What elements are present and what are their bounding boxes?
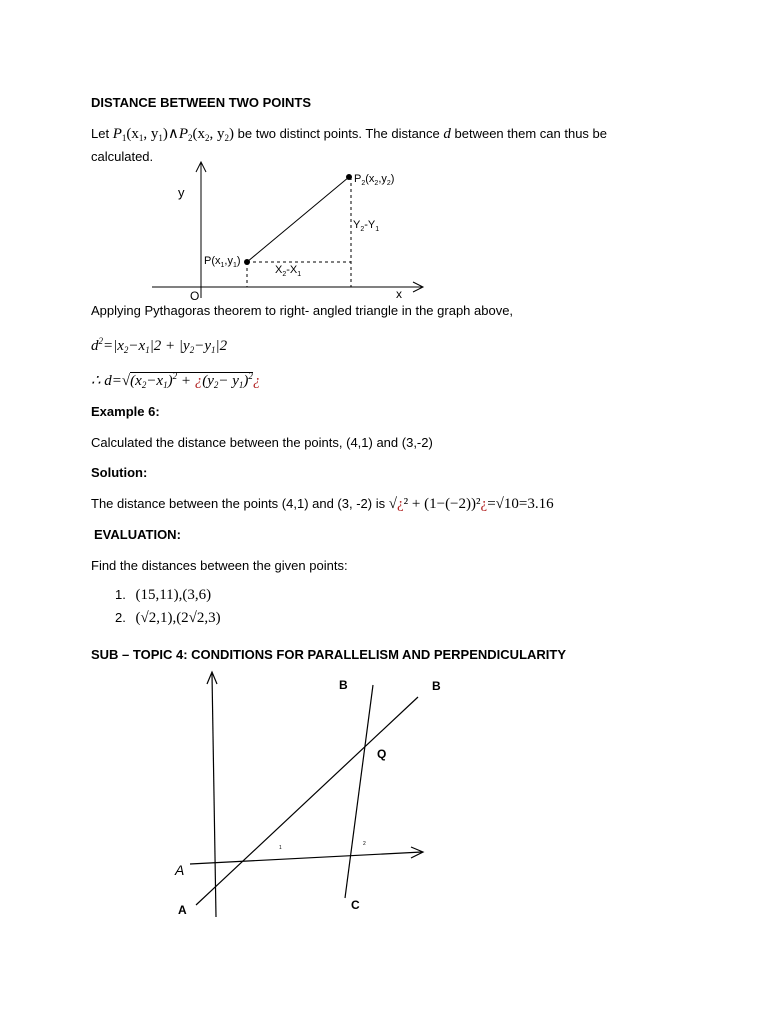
line-bc	[345, 685, 373, 898]
formula-d-squared: $d^2=|x_2-x_1|2 + |y_2-y_1|2$	[91, 336, 228, 355]
line-a-arrow	[411, 847, 423, 858]
formula-distance: ∴ $d=√(x_2-x_1)^2$ + ¿($y_2-$ $y_1)^2¿$	[91, 371, 261, 390]
pythagoras-text: Applying Pythagoras theorem to right- angled triangle in the graph above,	[91, 303, 514, 318]
distance-graph-axes	[152, 162, 423, 298]
example-question: Calculated the distance between the points, (4,1) and (3,-2)	[91, 435, 433, 450]
x-axis-arrow	[413, 282, 423, 292]
point-p1-dot	[244, 259, 250, 265]
intro-let: Let	[91, 126, 110, 141]
y-axis-label: y	[178, 185, 185, 200]
intro-rest-2: between them can thus be	[454, 126, 608, 141]
point-p1: $P_1(x_1$, $y_1$)	[112, 126, 168, 143]
x-axis-label: x	[396, 287, 402, 301]
dx-label: $X_2-X_1$	[275, 264, 302, 278]
subtopic-heading: SUB – TOPIC 4: CONDITIONS FOR PARALLELISM AND PERPENDICULARITY	[91, 647, 567, 662]
vertical-axis	[212, 674, 216, 917]
solution-title: Solution:	[91, 465, 148, 480]
label-q: Q	[377, 747, 387, 761]
point-p2-label: $P_2(x_2,y_2)$	[354, 173, 395, 187]
line-a-horizontal	[190, 852, 422, 864]
distance-symbol: d	[443, 126, 451, 142]
angle-2-label: 2	[363, 841, 366, 847]
evaluation-prompt: Find the distances between the given points:	[91, 558, 348, 573]
solution-expression: √¿² + (1−(−2))²¿=√10=3.16	[388, 496, 554, 512]
intro-rest: be two distinct points. The distance	[237, 126, 440, 141]
vertical-axis-arrow	[207, 672, 217, 684]
label-c: C	[351, 898, 360, 912]
point-p1-label: $P(x_1,y_1)$	[204, 255, 241, 269]
angle-1-label: 1	[279, 845, 282, 851]
hypotenuse	[247, 177, 349, 262]
example-title: Example 6:	[91, 404, 160, 419]
origin-label: O	[190, 289, 200, 303]
label-a-bold: A	[178, 903, 187, 917]
exercise-item: 2. (√2,1),(2√2,3)	[115, 610, 221, 626]
point-p2: $P_2(x_2$, $y_2$)	[178, 126, 235, 143]
exercise-item: 1. (15,11),(3,6)	[115, 587, 212, 603]
evaluation-title: EVALUATION:	[94, 527, 181, 542]
solution-line: The distance between the points (4,1) and (3, -2) is √¿² + (1−(−2))²¿=√10=3.16	[91, 496, 554, 512]
point-p2-dot	[346, 174, 352, 180]
label-b-right: B	[432, 679, 441, 693]
dy-label: $Y_2-Y_1$	[353, 219, 380, 233]
intro-line-1	[91, 126, 607, 146]
y-axis-arrow	[196, 162, 206, 172]
intro-line-2: calculated.	[91, 149, 154, 164]
section-heading: DISTANCE BETWEEN TWO POINTS	[91, 95, 312, 110]
label-b-left: B	[339, 678, 348, 692]
label-a-italic: A	[175, 862, 185, 878]
line-ab-diagonal	[196, 697, 418, 905]
and-symbol: ∧	[167, 126, 179, 142]
